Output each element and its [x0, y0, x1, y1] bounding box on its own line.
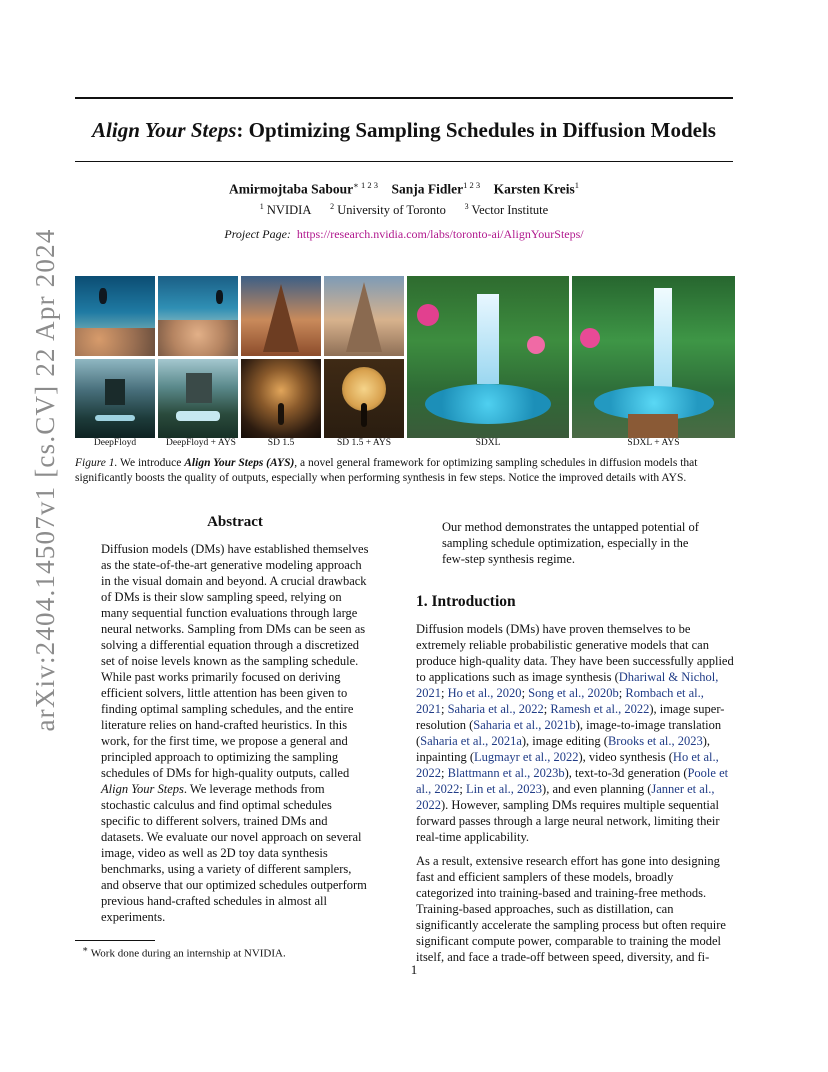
affiliations: $^1$ NVIDIA $^2$ University of Toronto $^3$ Vector Institute [259, 202, 549, 218]
citation-link[interactable]: Janner et al., 2022 [416, 782, 715, 812]
image-sd15-forest [241, 359, 321, 438]
page-number: 1 [410, 962, 418, 977]
citation-link[interactable]: Brooks et al., 2023 [607, 734, 703, 748]
title-rule-top [75, 97, 733, 99]
image-deepfloyd-castle [75, 359, 155, 438]
affiliation: NVIDIA [266, 203, 312, 218]
intro-text-run: ). However, sampling DMs requires multiple sequential forward passes through a large neural network, limiting their real-time applicability. [416, 798, 720, 844]
author-name: Karsten Kreis [493, 181, 575, 197]
intro-text-run: ), video synthesis ( [578, 750, 673, 764]
intro-text-run: ), and even planning ( [542, 782, 652, 796]
citation-link[interactable]: Lin et al., 2023 [466, 782, 543, 796]
paper-title: Align Your Steps: Optimizing Sampling Schedules in Diffusion Models [92, 118, 716, 142]
affiliation: University of Toronto [337, 203, 446, 218]
image-deepfloyd-ays-castle [158, 359, 238, 438]
figure-label: DeepFloyd [93, 438, 137, 448]
project-link[interactable]: https://research.nvidia.com/labs/toronto-ai/AlignYourSteps/ [296, 227, 584, 241]
project-page [75, 227, 733, 242]
abstract-heading: Abstract [207, 514, 263, 530]
author-name: Amirmojtaba Sabour [228, 181, 354, 197]
title-rule-bottom [75, 161, 733, 162]
intro-text-run: ; [441, 702, 448, 716]
citation-link[interactable]: Lugmayr et al., 2022 [473, 750, 579, 764]
citation-link[interactable]: Song et al., 2020b [528, 686, 619, 700]
image-sdxl-ays-waterfall [572, 276, 735, 438]
abstract-text: Diffusion models (DMs) have established themselves as the state-of-the-art generative modeling approach in the visual domain and beyond. A crucial drawback of DMs is their slow sampling speed, relying on many sequential function evaluations through large neural networks. Sampling from DMs can be seen as solving a differential equation through a discretized set of noise levels known as the sampling schedule. While past works primarily focused on deriving efficient solvers, little attention has been given to finding optimal sampling schedules, and the entire literature relies on hand-crafted heuristics. In this work, for the first time, we propose a general and principled approach to optimizing the sampling schedules of DMs for high-quality outputs, called Align Your Steps. We leverage methods from stochastic calculus and find optimal schedules specific to different solvers, trained DMs and datasets. We evaluate our novel approach on several image, video as well as 2D toy data synthesis benchmarks, using a variety of different samplers, and observe that our optimized schedules outperform previous hand-crafted schedules in almost all experiments. [101, 542, 369, 924]
citation-link[interactable]: Dhariwal & Nichol, 2021 [416, 670, 719, 700]
intro-text-run: ), image editing ( [521, 734, 608, 748]
intro-text-run: ; [543, 702, 551, 716]
teaser-figure [75, 276, 735, 438]
intro-text-run: ; [441, 686, 448, 700]
affiliation: Vector Institute [471, 203, 549, 218]
author-list: Amirmojtaba Sabour$^{∗ 1 2 3}$ Sanja Fidler$^{1 2 3}$ Karsten Kreis$^1$ [228, 180, 580, 197]
intro-text-run: ), image-to-image translation ( [416, 718, 722, 748]
citation-link[interactable]: Blattmann et al., 2023b [447, 766, 565, 780]
intro-text-run: ), text-to-3d generation ( [564, 766, 688, 780]
intro-text-run: ; [459, 782, 467, 796]
intro-text-run: ; [618, 686, 626, 700]
intro-text-run: ; [441, 766, 448, 780]
abstract-section [101, 514, 369, 925]
figure-label: SD 1.5 + AYS [336, 438, 392, 448]
author-name: Sanja Fidler [391, 181, 464, 197]
citation-link[interactable]: Saharia et al., 2021a [420, 734, 522, 748]
image-sdxl-waterfall [407, 276, 569, 438]
citation-link[interactable]: Saharia et al., 2021b [473, 718, 576, 732]
figure-label: DeepFloyd + AYS [166, 438, 236, 448]
image-sd15-ays-moon [324, 359, 404, 438]
citation-link[interactable]: Rombach et al., 2021 [416, 686, 704, 716]
arxiv-stamp: arXiv:2404.14507v1 [cs.CV] 22 Apr 2024 [30, 228, 60, 732]
image-deepfloyd-ays-underwater [158, 276, 238, 356]
intro-text-run: ), inpainting ( [416, 734, 711, 764]
citation-link[interactable]: Ho et al., 2020 [447, 686, 522, 700]
intro-text-run: ), image super-resolution ( [416, 702, 725, 732]
footnote: ∗ Work done during an internship at NVIDIA. [82, 944, 286, 960]
image-sd15-ays-tower [324, 276, 404, 356]
image-sd15-tower [241, 276, 321, 356]
citation-link[interactable]: Saharia et al., 2022 [447, 702, 544, 716]
intro-text-run: ; [521, 686, 529, 700]
citation-link[interactable]: Poole et al., 2022 [416, 766, 729, 796]
citation-link[interactable]: Ho et al., 2022 [416, 750, 719, 780]
figure-label: SDXL [475, 438, 501, 448]
image-deepfloyd-underwater [75, 276, 155, 356]
figure-label: SD 1.5 [267, 438, 295, 448]
project-label: Project Page: [224, 227, 291, 241]
figure-caption: Figure 1. We introduce Align Your Steps (AYS), a novel general framework for optimizing sampling schedules in diffusion models that significantly boosts the quality of outputs, especially when performing synthesis in few steps. Notice the improved details with AYS. [75, 457, 698, 484]
footnote-rule [75, 940, 155, 941]
right-column [416, 519, 734, 965]
intro-paragraph-1 [416, 621, 734, 845]
intro-paragraph-2: As a result, extensive research effort has gone into designing fast and efficient samplers of these models, broadly categorized into training-based and training-free methods. Training-based approaches, such as distillation, can significantly accelerate the sampling process but often require significant compute power, comparable to training the model itself, and face a trade-off between speed, diversity, and fi- [416, 854, 726, 964]
citation-link[interactable]: Ramesh et al., 2022 [550, 702, 650, 716]
intro-heading: 1. Introduction [416, 593, 516, 610]
intro-text-run: Diffusion models (DMs) have proven themselves to be extremely reliable probabilistic generative models that can produce high-quality data. They have been successfully applied to applications such as image synthesis ( [416, 622, 734, 684]
figure-label: SDXL + AYS [627, 438, 680, 448]
abstract-continued: Our method demonstrates the untapped potential of sampling schedule optimization, especially in the few-step synthesis regime. [442, 520, 699, 566]
